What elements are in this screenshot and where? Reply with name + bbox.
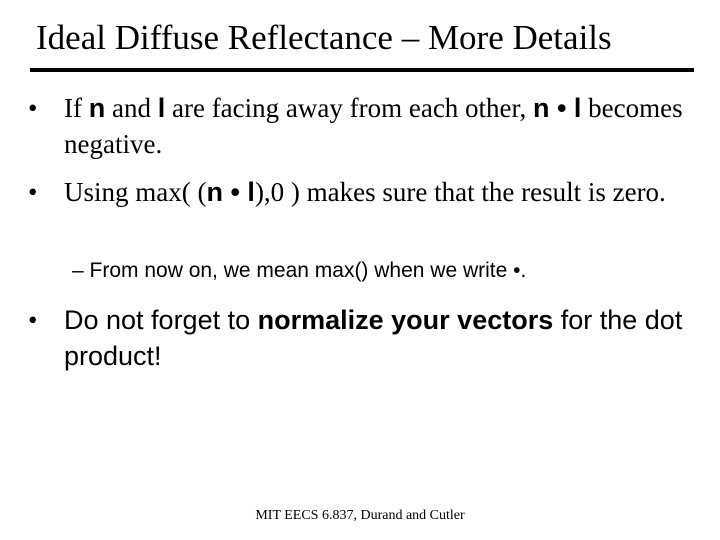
bullet-text-segment: ),0 ) makes sure that the result is zero. xyxy=(254,177,666,207)
vector-n: n xyxy=(88,93,106,123)
bullet-1 xyxy=(28,90,693,162)
bullet-marker: • xyxy=(28,305,38,335)
bullet-text xyxy=(64,90,693,162)
bullet-text-segment: are facing away from each other, xyxy=(165,93,533,123)
bullet-text xyxy=(64,302,698,374)
bullet-2 xyxy=(28,174,693,210)
bullet-text-segment: for the dot product! xyxy=(64,305,683,371)
bullet-marker: • xyxy=(28,93,38,123)
sub-bullet: – From now on, we mean max() when we write •. xyxy=(72,259,527,282)
emphasis-normalize: normalize your vectors xyxy=(257,305,554,335)
title-rule xyxy=(30,68,694,72)
bullet-text-segment: and xyxy=(105,93,158,123)
bullet-text-segment: If xyxy=(64,93,89,123)
bullet-text-segment: Using max( ( xyxy=(64,177,207,207)
vector-l: l xyxy=(157,93,166,123)
bullet-marker: • xyxy=(28,177,38,207)
bullet-text-segment: Do not forget to xyxy=(64,305,258,335)
dot-product-expression: n • l xyxy=(532,93,582,123)
bullet-text xyxy=(64,174,693,210)
bullet-text-segment: becomes negative. xyxy=(64,93,683,159)
bullet-3 xyxy=(28,302,698,374)
slide-footer: MIT EECS 6.837, Durand and Cutler xyxy=(255,508,465,523)
dot-product-expression: n • l xyxy=(206,177,255,207)
slide-title: Ideal Diffuse Reflectance – More Details xyxy=(36,18,612,57)
